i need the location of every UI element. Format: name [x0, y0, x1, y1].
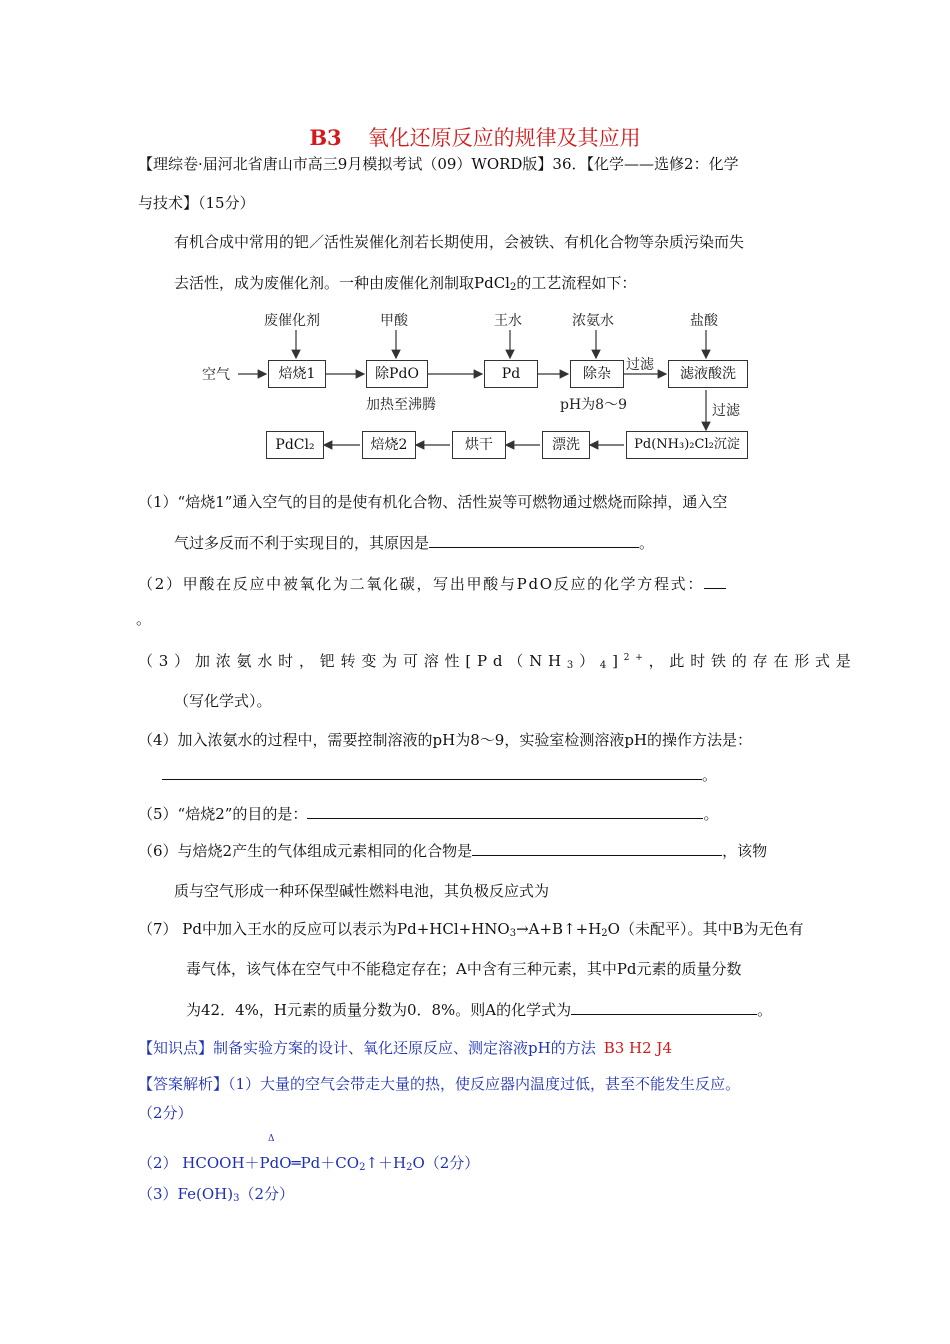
intro-line-2: 去活性，成为废催化剂。一种由废催化剂制取PdCl$_2$的工艺流程如下：	[174, 274, 637, 293]
answer-blank-5[interactable]	[307, 804, 703, 819]
question-7-line-2: 毒气体，该气体在空气中不能稳定存在；A中含有三种元素，其中Pd元素的质量分数	[186, 960, 742, 978]
box-dry: 烘干	[452, 431, 506, 459]
knowledge-label: 【知识点】	[138, 1039, 214, 1057]
answer-blank-4[interactable]	[162, 765, 702, 780]
page-title	[0, 122, 950, 152]
title-text: 氧化还原反应的规律及其应用	[367, 126, 641, 150]
question-5: （5）“焙烧2”的目的是： 。	[138, 805, 719, 823]
question-4-line-2: 。	[162, 764, 717, 785]
answer-1-score: （2分）	[138, 1104, 193, 1122]
process-flow-diagram	[200, 308, 760, 468]
box-pd: Pd	[484, 360, 538, 388]
box-pdcl2: PdCl₂	[266, 431, 324, 459]
question-1-line-2: 气过多反而不利于实现目的，其原因是 。	[174, 534, 655, 552]
answer-blank-2[interactable]	[704, 574, 726, 589]
note-ph-range: pH为8～9	[560, 397, 627, 413]
question-6-line-1: （6）与焙烧2产生的气体组成元素相同的化合物是 ，该物	[138, 842, 768, 860]
source-line-1: 【理综卷·届河北省唐山市高三9月模拟考试（09）WORD版】36．【化学——选修2：化学	[138, 155, 739, 173]
box-precipitate: Pd(NH₃)₂Cl₂沉淀	[626, 431, 748, 459]
source-line-2: 与技术】（15分）	[138, 194, 255, 212]
box-rinse: 漂洗	[542, 431, 590, 459]
question-2-end: 。	[136, 610, 152, 628]
note-filter-2: 过滤	[712, 403, 740, 419]
box-roast-1: 焙烧1	[268, 360, 326, 388]
intro-line-1: 有机合成中常用的钯／活性炭催化剂若长期使用，会被铁、有机化合物等杂质污染而失	[174, 233, 745, 251]
answer-3: $(3)Fe(OH)_3(2$分）	[138, 1185, 295, 1204]
answer-2: （2） $HCOOH+PdO═Pd+CO_2↑+H_2O(2$分）	[138, 1154, 480, 1173]
knowledge-text: 制备实验方案的设计、氧化还原反应、测定溶液pH的方法	[213, 1039, 596, 1057]
answer-blank-1[interactable]	[429, 533, 639, 548]
input-hydrochloric-acid: 盐酸	[690, 313, 718, 329]
question-3-line-2: （写化学式）。	[174, 692, 272, 710]
answer-label: 【答案解析】	[138, 1075, 229, 1093]
question-4-line-1: （4）加入浓氨水的过程中，需要控制溶液的pH为8～9，实验室检测溶液pH的操作方法是：	[138, 731, 753, 749]
input-waste-catalyst: 废催化剂	[264, 313, 320, 329]
question-1-line-1: （1）“焙烧1”通入空气的目的是使有机化合物、活性炭等可燃物通过燃烧而除掉，通入空	[138, 493, 728, 511]
question-3-line-1: （3）加浓氨水时，钯转变为可溶性$[Pd(NH_3)_4]^{2+}$，此时铁的存在形式是	[138, 652, 857, 671]
question-6-line-2: 质与空气形成一种环保型碱性燃料电池，其负极反应式为	[174, 882, 550, 900]
question-7-line-1: （7） Pd中加入王水的反应可以表示为$Pd+HCl+HNO_3\to A+B↑+H_2O$（未配平）。其中B为无色有	[138, 920, 804, 939]
answer-2-heat-symbol: Δ	[268, 1134, 275, 1144]
note-filter-1: 过滤	[626, 357, 654, 373]
knowledge-points	[138, 1037, 672, 1058]
answer-1: 【答案解析】（1）大量的空气会带走大量的热，使反应器内温度过低，甚至不能发生反应。	[138, 1075, 741, 1093]
box-remove-pdo: 除PdO	[366, 360, 428, 388]
input-aqua-regia: 王水	[494, 313, 522, 329]
knowledge-codes: B3 H2 J4	[603, 1039, 672, 1057]
input-ammonia: 浓氨水	[572, 313, 614, 329]
input-formic-acid: 甲酸	[380, 313, 408, 329]
question-2: （2）甲酸在反应中被氧化为二氧化碳，写出甲酸与PdO反应的化学方程式：	[138, 573, 726, 594]
box-filtrate-acid-wash: 滤液酸洗	[668, 360, 748, 388]
input-air: 空气	[202, 367, 230, 383]
question-7-line-3: 为42．4%，H元素的质量分数为0．8%。则A的化学式为 。	[186, 1001, 773, 1019]
answer-blank-6[interactable]	[472, 841, 722, 856]
answer-blank-7[interactable]	[571, 1000, 757, 1015]
box-roast-2: 焙烧2	[362, 431, 416, 459]
note-heat-to-boil: 加热至沸腾	[366, 397, 436, 413]
title-code: B3	[309, 125, 342, 150]
box-remove-impurities: 除杂	[570, 360, 624, 388]
